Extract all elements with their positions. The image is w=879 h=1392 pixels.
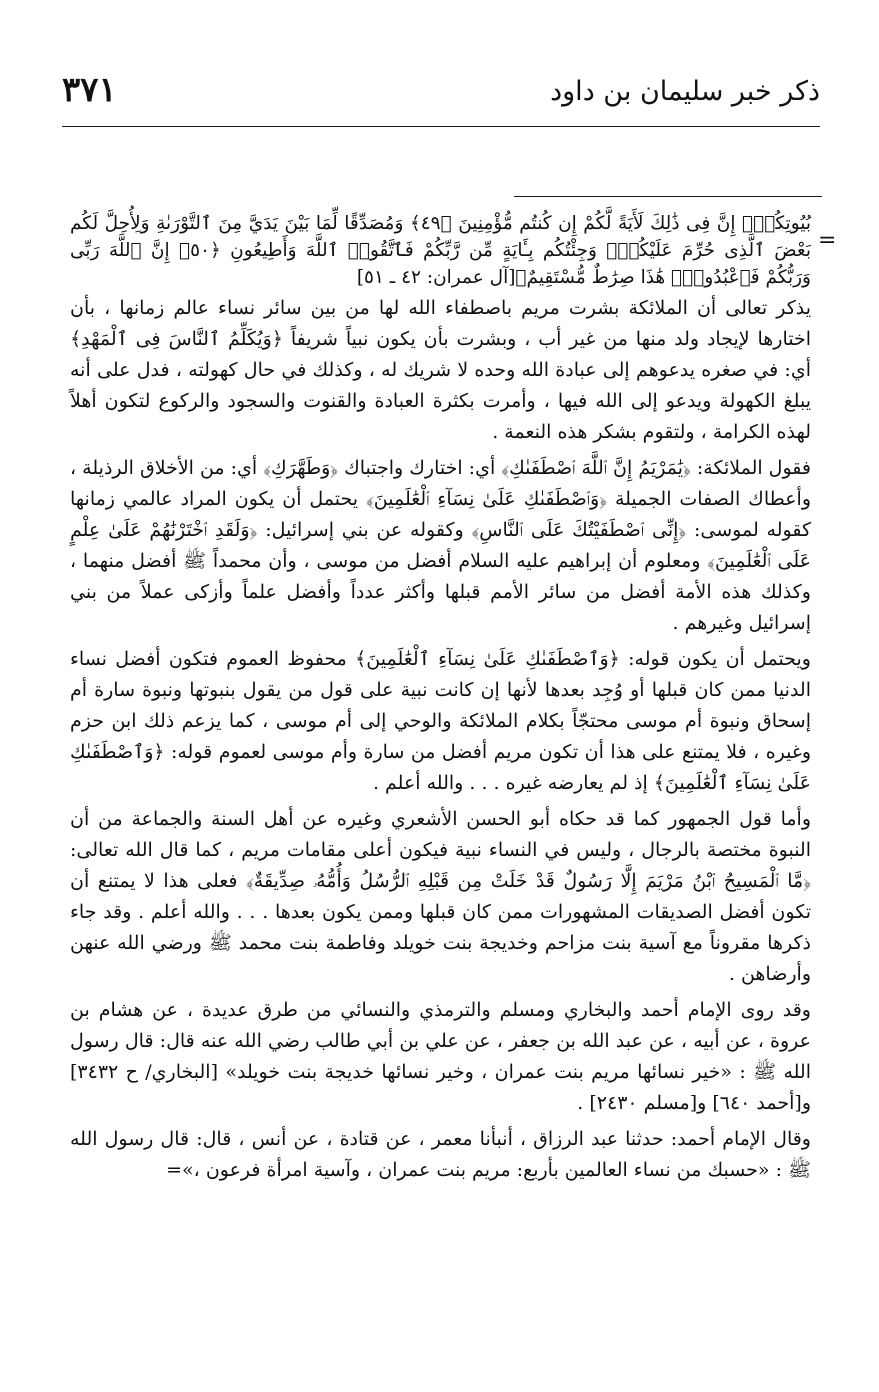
paragraph-3: ويحتمل أن يكون قوله: ﴿وَٱصْطَفَىٰكِ عَلَىٰ نِسَآءِ ٱلْعَٰلَمِينَ﴾ محفوظ العموم فتكون أفضل نساء الدنيا ممن كان قبلها أو وُجِد بعدها لأنها إن كانت نبية على قول من يقول بنبوتها ونبوة سارة أم إسحاق ونبوة أم موسى محتجّاً بكلام الملائكة والوحي إلى أم موسى ، كما يزعم ذلك ابن حزم وغيره ، فلا يمتنع على هذا أن تكون مريم أفضل من سارة وأم موسى لعموم قوله: ﴿وَٱصْطَفَىٰكِ عَلَىٰ نِسَآءِ ٱلْعَٰلَمِينَ﴾ إذ لم يعارضه غيره . . . والله أعلم . [70, 648, 811, 794]
paragraph-5: وقد روى الإمام أحمد والبخاري ومسلم والترمذي والنسائي من طرق عديدة ، عن هشام بن عروة ، عن أبيه ، عن عبد الله بن جعفر ، عن علي بن أبي طالب رضي الله عنه قال: قال رسول الله ﷺ : «خير نسائها مريم بنت عمران ، وخير نسائها خديجة بنت خويلد» [البخاري/ ح ٣٤٣٢] و[أحمد ٦٤٠] و[مسلم ٢٤٣٠] . [70, 999, 811, 1114]
paragraph-1: يذكر تعالى أن الملائكة بشرت مريم باصطفاء الله لها من بين سائر نساء عالم زمانها ، بأن اختارها لإيجاد ولد منها من غير أب ، وبشرت بأن يكون نبياً شريفاً ﴿وَيُكَلِّمُ ٱلنَّاسَ فِى ٱلْمَهْدِ﴾ أي: في صغره يدعوهم إلى عبادة الله وحده لا شريك له ، وكذلك في حال كهولته ، فدل على أنه يبلغ الكهولة ويدعو إلى الله فيها ، وأمرت بكثرة العبادة والقنوت والسجود والركوع لتكون أهلاً لهذه الكرامة ، ولتقوم بشكر هذه النعمة . [70, 297, 811, 443]
page-header [62, 66, 820, 127]
continuation-marker: = [818, 228, 837, 253]
continuation-end-mark: = [166, 1159, 183, 1181]
page-number: ٣٧١ [62, 70, 117, 110]
page-body [70, 210, 811, 1186]
quran-verse-block: بُيُوتِكُمْۚ إِنَّ فِى ذَٰلِكَ لَأَيَةً لَّكُمْ إِن كُنتُم مُّؤْمِنِينَ ﴿٤٩﴾ وَمُصَدِّقًا لِّمَا بَيْنَ يَدَيَّ مِنَ ٱلتَّوْرَىٰةِ وَلِأُحِلَّ لَكُم بَعْضَ ٱلَّذِى حُرِّمَ عَلَيْكُمْۚ وَجِئْتُكُم بِـَٔايَةٍ مِّن رَّبِّكُمْ فَٱتَّقُوا۟ ٱللَّهَ وَأَطِيعُونِ ﴿٥٠﴾ إِنَّ ٱللَّهَ رَبِّى وَرَبُّكُمْ فَٱعْبُدُوهُۚ هَٰذَا صِرَٰطٌ مُّسْتَقِيمٌ﴾[آل عمران: ٤٢ ـ ٥١] [70, 213, 811, 288]
paragraph-6-text: وقال الإمام أحمد: حدثنا عبد الرزاق ، أنبأنا معمر ، عن قتادة ، عن أنس ، قال: قال رسول الله ﷺ : «حسبك من نساء العالمين بأربع: مريم بنت عمران ، وآسية امرأة فرعون ،» [70, 1128, 811, 1181]
running-title: ذكر خبر سليمان بن داود [550, 76, 820, 107]
paragraph-2: فقول الملائكة: ﴿يَٰمَرْيَمُ إِنَّ ٱللَّهَ ٱصْطَفَىٰكِ﴾ أي: اختارك واجتباك ﴿وَطَهَّرَكِ﴾ أي: من الأخلاق الرذيلة ، وأعطاك الصفات الجميلة ﴿وَٱصْطَفَىٰكِ عَلَىٰ نِسَآءِ ٱلْعَٰلَمِينَ﴾ يحتمل أن يكون المراد عالمي زمانها كقوله لموسى: ﴿إِنِّى ٱصْطَفَيْتُكَ عَلَى ٱلنَّاسِ﴾ وكقوله عن بني إسرائيل: ﴿وَلَقَدِ ٱخْتَرْنَٰهُمْ عَلَىٰ عِلْمٍ عَلَى ٱلْعَٰلَمِينَ﴾ ومعلوم أن إبراهيم عليه السلام أفضل من موسى ، وأن محمداً ﷺ أفضل منهما ، وكذلك هذه الأمة أفضل من سائر الأمم قبلها وأكثر عدداً وأفضل علماً وأزكى عملاً من بني إسرائيل وغيرهم . [70, 457, 812, 634]
paragraph-4: وأما قول الجمهور كما قد حكاه أبو الحسن الأشعري وغيره عن أهل السنة والجماعة من أن النبوة مختصة بالرجال ، وليس في النساء نبية فيكون أعلى مقامات مريم ، كما قال الله تعالى: ﴿مَّا ٱلْمَسِيحُ ٱبْنُ مَرْيَمَ إِلَّا رَسُولٌ قَدْ خَلَتْ مِن قَبْلِهِ ٱلرُّسُلُ وَأُمُّهُۥ صِدِّيقَةٌ﴾ فعلى هذا لا يمتنع أن تكون أفضل الصديقات المشهورات ممن كان قبلها وممن يكون بعدها . . . والله أعلم . وقد جاء ذكرها مقروناً مع آسية بنت مزاحم وخديجة بنت خويلد وفاطمة بنت محمد ﷺ ورضي الله عنهن وأرضاهن . [70, 808, 811, 985]
paragraph-6 [70, 1124, 811, 1186]
section-divider [514, 196, 822, 197]
